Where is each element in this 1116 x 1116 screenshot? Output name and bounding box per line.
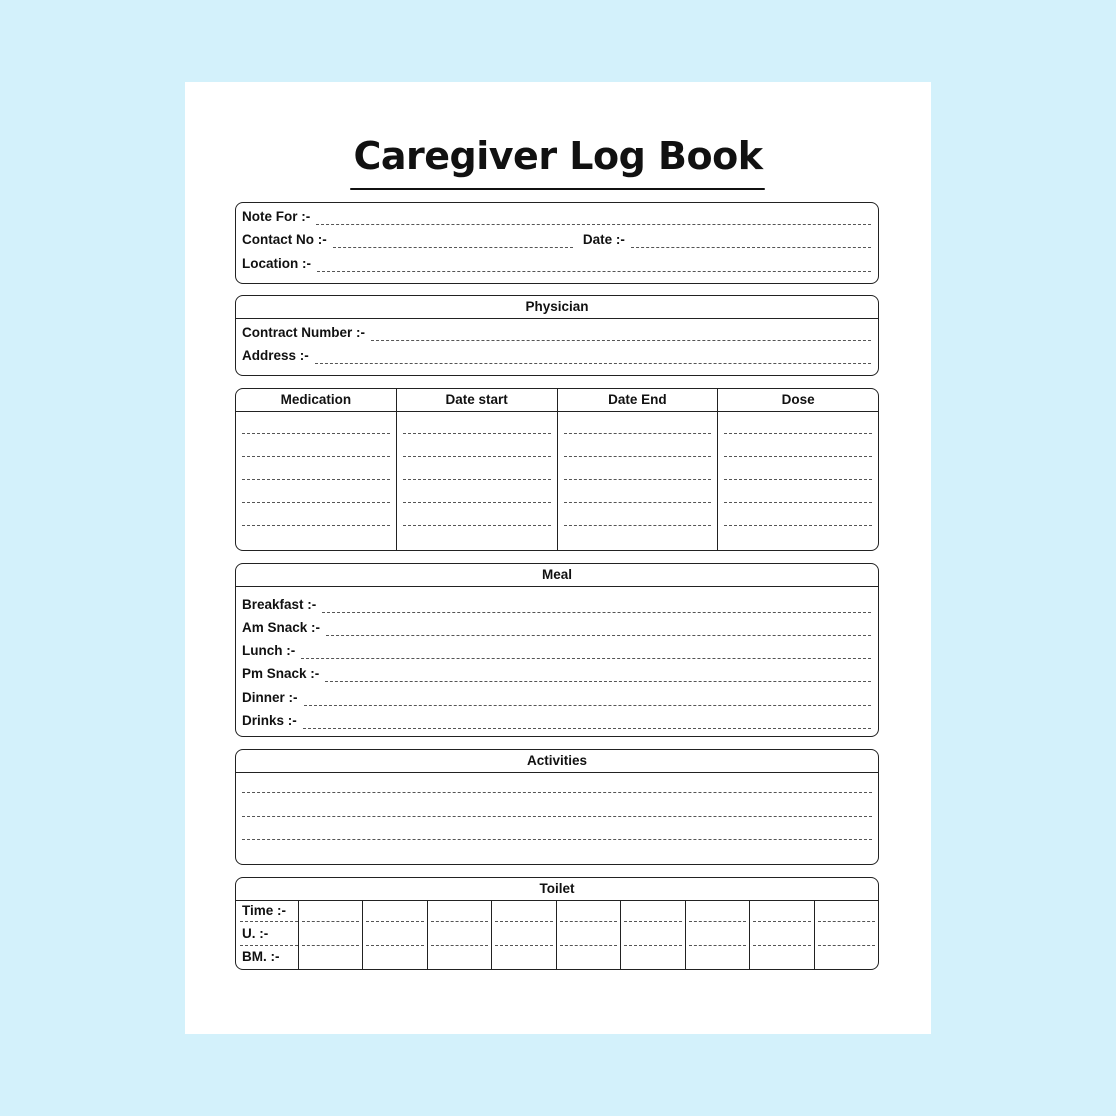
table-row-line[interactable] [242,433,390,434]
physician-box [235,295,879,376]
toilet-cell-column[interactable] [620,900,684,969]
toilet-cell-column[interactable] [749,900,813,969]
am-snack-field[interactable] [326,623,871,636]
activities-line[interactable] [242,816,872,817]
time-label: Time :- [242,903,287,918]
table-row-line[interactable] [564,456,712,457]
address-label: Address :- [242,348,309,363]
meal-row [242,618,871,636]
meal-row [242,595,871,613]
table-row-line[interactable] [724,525,872,526]
table-row-line[interactable] [403,433,551,434]
table-row-line[interactable] [564,479,712,480]
table-row-line[interactable] [403,479,551,480]
dinner-label: Dinner :- [242,690,298,705]
lunch-label: Lunch :- [242,643,296,658]
date-start-column [397,389,558,550]
contract-number-label: Contract Number :- [242,325,366,340]
table-row-line[interactable] [242,502,390,503]
row-divider [240,921,298,922]
table-row-line[interactable] [724,479,872,480]
toilet-cell-column[interactable] [685,900,749,969]
lunch-field[interactable] [301,646,871,659]
toilet-cell-column[interactable] [427,900,491,969]
table-row-line[interactable] [403,525,551,526]
toilet-cell-column[interactable] [814,900,878,969]
meal-row [242,664,871,682]
medication-column [236,389,397,550]
contact-no-field[interactable] [333,235,573,248]
table-row-line[interactable] [564,502,712,503]
meal-box [235,563,879,737]
table-row-line[interactable] [403,502,551,503]
breakfast-label: Breakfast :- [242,597,317,612]
bm-label: BM. :- [242,949,280,964]
page-title: Caregiver Log Book [353,134,763,178]
toilet-labels [236,900,298,969]
column-header: Date start [397,389,557,412]
u-label: U. :- [242,926,269,941]
physician-heading: Physician [236,296,878,319]
activities-heading: Activities [236,750,878,773]
toilet-cell-column[interactable] [491,900,555,969]
activities-box [235,749,879,865]
meal-row [242,711,871,729]
location-field[interactable] [317,259,871,272]
date-label: Date :- [582,232,625,247]
address-field[interactable] [315,351,871,364]
date-end-column [558,389,719,550]
toilet-heading: Toilet [236,878,878,901]
drinks-field[interactable] [303,716,871,729]
table-row-line[interactable] [242,525,390,526]
table-row-line[interactable] [564,433,712,434]
address-row [242,346,871,364]
note-for-field[interactable] [316,212,871,225]
table-row-line[interactable] [564,525,712,526]
note-for-label: Note For :- [242,209,311,224]
column-header: Dose [718,389,878,412]
toilet-cell-column[interactable] [556,900,620,969]
meal-row [242,641,871,659]
title-underline [350,188,765,190]
table-row-line[interactable] [724,502,872,503]
pm-snack-field[interactable] [325,669,871,682]
toilet-box [235,877,879,970]
row-divider [240,945,298,946]
column-header: Medication [236,389,396,412]
breakfast-field[interactable] [322,600,871,613]
toilet-grid [298,900,878,969]
table-row-line[interactable] [724,433,872,434]
table-row-line[interactable] [242,479,390,480]
meal-row [242,688,871,706]
table-row-line[interactable] [403,456,551,457]
meal-heading: Meal [236,564,878,587]
contact-no-label: Contact No :- [242,232,327,247]
table-row-line[interactable] [242,456,390,457]
location-label: Location :- [242,256,311,271]
drinks-label: Drinks :- [242,713,297,728]
toilet-cell-column[interactable] [298,900,362,969]
patient-info-box [235,202,879,284]
note-for-row [242,207,871,225]
pm-snack-label: Pm Snack :- [242,666,320,681]
medication-table [235,388,879,551]
contract-number-row [242,323,871,341]
location-row [242,254,871,272]
am-snack-label: Am Snack :- [242,620,321,635]
toilet-cell-column[interactable] [362,900,426,969]
date-field[interactable] [631,235,871,248]
dinner-field[interactable] [304,693,872,706]
column-header: Date End [558,389,718,412]
log-page [185,82,931,1034]
contract-number-field[interactable] [371,328,871,341]
activities-line[interactable] [242,792,872,793]
dose-column [718,389,878,550]
activities-line[interactable] [242,839,872,840]
table-row-line[interactable] [724,456,872,457]
contact-date-row [242,230,871,248]
